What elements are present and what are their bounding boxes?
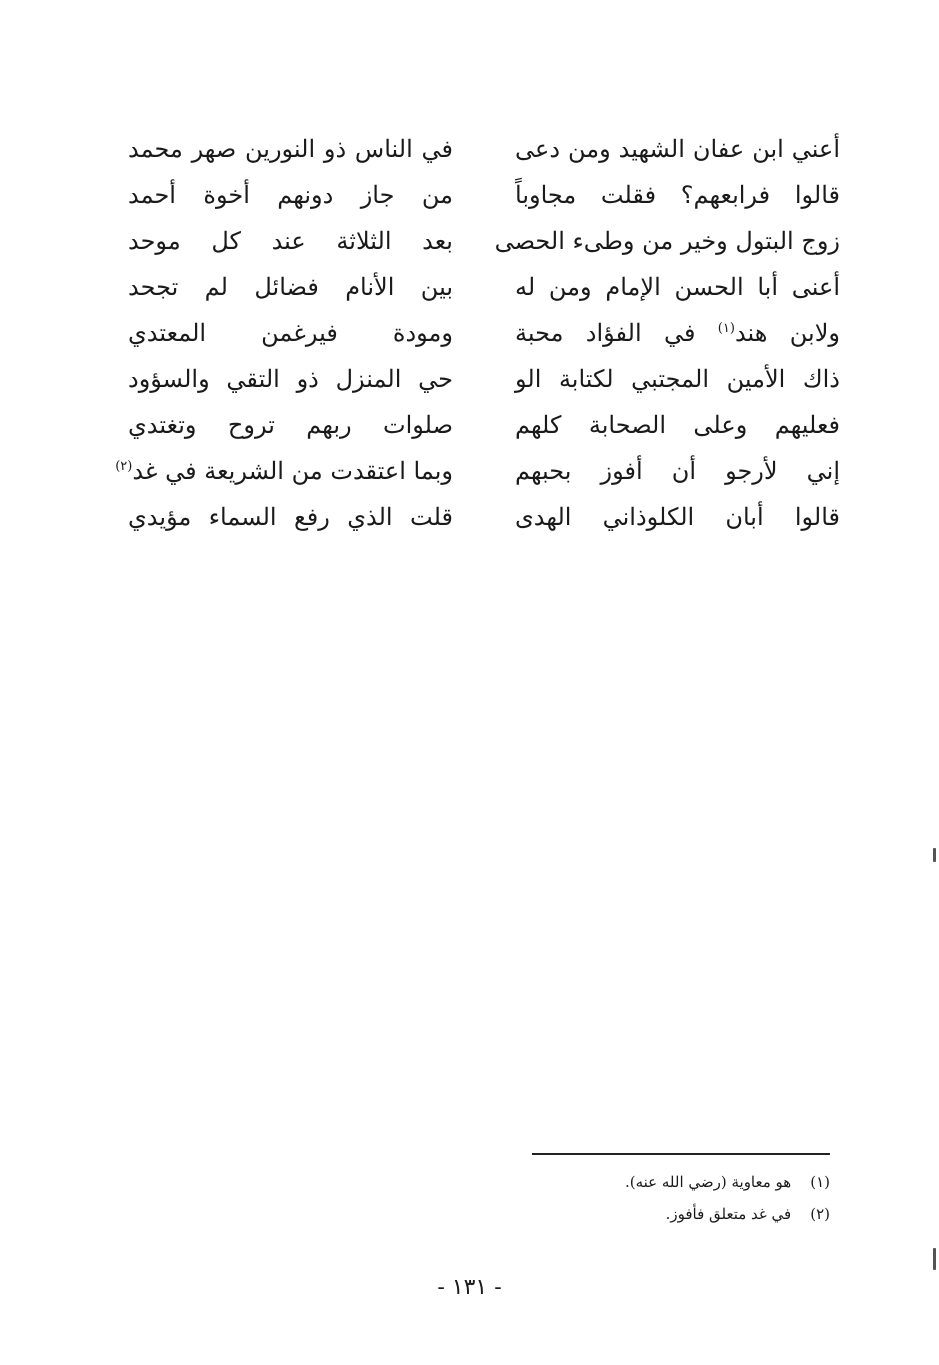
- footnote-2-text: في غد متعلق فأفوز.: [665, 1205, 792, 1223]
- verse-left-9: قلت الذي رفع السماء مؤيدي: [128, 503, 453, 531]
- poem-right-column: [494, 126, 840, 546]
- verse-right-5-end: في الفؤاد محبة: [515, 319, 718, 347]
- footnote-1-text: هو معاوية (رضي الله عنه).: [624, 1173, 792, 1191]
- verse-right-2: قالوا فرابعهم؟ فقلت مجاوباً: [515, 181, 840, 209]
- verse-right-7: فعليهم وعلى الصحابة كلهم: [515, 411, 840, 439]
- verse-right-8: إني لأرجو أن أفوز بحبهم: [515, 457, 840, 485]
- footnote-mark-2: (٢): [115, 459, 133, 474]
- footnote-mark-1: (١): [717, 321, 735, 336]
- footnote-2: [470, 1198, 830, 1230]
- footnote-1: [470, 1166, 830, 1198]
- verse-right-9: قالوا أبان الكلوذاني الهدى: [515, 503, 840, 531]
- verse-right-5-start: ولابن هند: [734, 319, 840, 347]
- verse-left-8-text: وبما اعتقدت من الشريعة في غد: [132, 457, 453, 485]
- verse-left-4: بين الأنام فضائل لم تجحد: [128, 273, 453, 301]
- poem-block: [115, 126, 840, 546]
- page-number: - ١٣١ -: [437, 1275, 502, 1300]
- footnote-2-number: (٢): [810, 1205, 830, 1223]
- verse-left-7: صلوات ربهم تروح وتغتدي: [128, 411, 453, 439]
- verse-right-3: زوج البتول وخير من وطىء الحصى: [494, 227, 840, 255]
- scan-edge-mark: [933, 1248, 936, 1270]
- verse-left-1: في الناس ذو النورين صهر محمد: [128, 135, 453, 163]
- verse-right-5: [515, 310, 840, 356]
- verse-right-6: ذاك الأمين المجتبي لكتابة الو: [515, 365, 840, 393]
- verse-left-8: [115, 448, 453, 494]
- verse-left-5: ومودة فيرغمن المعتدي: [128, 319, 453, 347]
- verse-right-1: أعني ابن عفان الشهيد ومن دعى: [515, 135, 840, 163]
- footnotes: [470, 1166, 830, 1230]
- footnote-divider: [532, 1153, 830, 1155]
- poem-left-column: [115, 126, 453, 546]
- scan-edge-mark: [933, 848, 936, 862]
- verse-left-2: من جاز دونهم أخوة أحمد: [128, 181, 453, 209]
- verse-left-6: حي المنزل ذو التقي والسؤود: [128, 365, 453, 393]
- verse-right-4: أعنى أبا الحسن الإمام ومن له: [515, 273, 840, 301]
- verse-left-3: بعد الثلاثة عند كل موحد: [128, 227, 453, 255]
- footnote-1-number: (١): [810, 1173, 830, 1191]
